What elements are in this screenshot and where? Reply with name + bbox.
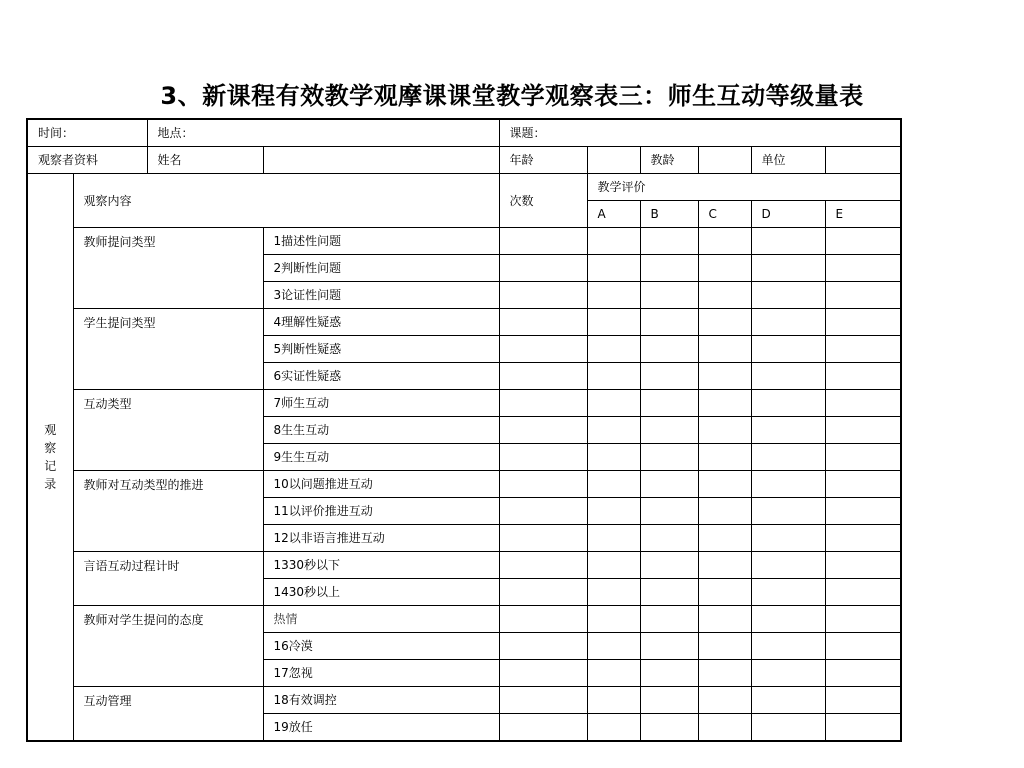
grade-b-cell[interactable] xyxy=(640,255,698,282)
grade-c-cell[interactable] xyxy=(698,714,751,742)
category-label: 教师对学生提问的态度 xyxy=(73,606,263,687)
grade-e-cell[interactable] xyxy=(825,471,901,498)
grade-b-cell[interactable] xyxy=(640,525,698,552)
grade-d-cell[interactable] xyxy=(751,498,825,525)
grade-c-cell[interactable] xyxy=(698,498,751,525)
grade-b-label: B xyxy=(640,201,698,228)
grade-a-cell[interactable] xyxy=(587,498,640,525)
observation-record-label xyxy=(27,174,73,742)
item-label: 9生生互动 xyxy=(263,444,499,471)
grade-e-cell[interactable] xyxy=(825,660,901,687)
grade-a-cell[interactable] xyxy=(587,417,640,444)
observation-row xyxy=(27,471,901,498)
grade-c-cell[interactable] xyxy=(698,579,751,606)
grade-e-cell[interactable] xyxy=(825,228,901,255)
grade-a-cell[interactable] xyxy=(587,255,640,282)
grade-b-cell[interactable] xyxy=(640,552,698,579)
grade-c-cell[interactable] xyxy=(698,336,751,363)
grade-a-cell[interactable] xyxy=(587,579,640,606)
item-label: 热情 xyxy=(263,606,499,633)
grade-c-cell[interactable] xyxy=(698,633,751,660)
grade-e-cell[interactable] xyxy=(825,687,901,714)
item-label: 16冷漠 xyxy=(263,633,499,660)
grade-d-cell[interactable] xyxy=(751,714,825,742)
count-cell[interactable] xyxy=(499,498,587,525)
grade-e-cell[interactable] xyxy=(825,309,901,336)
grade-d-cell[interactable] xyxy=(751,336,825,363)
category-label: 互动类型 xyxy=(73,390,263,471)
grade-d-cell[interactable] xyxy=(751,552,825,579)
item-label: 3论证性问题 xyxy=(263,282,499,309)
grade-a-cell[interactable] xyxy=(587,390,640,417)
grade-d-cell[interactable] xyxy=(751,255,825,282)
grade-d-cell[interactable] xyxy=(751,228,825,255)
grade-d-cell[interactable] xyxy=(751,444,825,471)
grade-d-cell[interactable] xyxy=(751,606,825,633)
item-label: 4理解性疑惑 xyxy=(263,309,499,336)
grade-c-label: C xyxy=(698,201,751,228)
observation-table xyxy=(26,118,902,742)
unit-label: 单位 xyxy=(751,147,825,174)
grade-e-cell[interactable] xyxy=(825,417,901,444)
grade-c-cell[interactable] xyxy=(698,525,751,552)
grade-c-cell[interactable] xyxy=(698,687,751,714)
count-cell[interactable] xyxy=(499,552,587,579)
observation-row xyxy=(27,390,901,417)
grade-e-cell[interactable] xyxy=(825,579,901,606)
item-label: 8生生互动 xyxy=(263,417,499,444)
count-cell[interactable] xyxy=(499,714,587,742)
observation-content-label: 观察内容 xyxy=(73,174,499,228)
item-label: 10以问题推进互动 xyxy=(263,471,499,498)
header-row-2 xyxy=(27,147,901,174)
count-cell[interactable] xyxy=(499,336,587,363)
item-label: 6实证性疑惑 xyxy=(263,363,499,390)
observation-row xyxy=(27,552,901,579)
grade-e-cell[interactable] xyxy=(825,714,901,742)
item-label: 7师生互动 xyxy=(263,390,499,417)
grade-c-cell[interactable] xyxy=(698,255,751,282)
grade-a-cell[interactable] xyxy=(587,687,640,714)
grade-b-cell[interactable] xyxy=(640,660,698,687)
grade-b-cell[interactable] xyxy=(640,471,698,498)
grade-d-cell[interactable] xyxy=(751,471,825,498)
grade-c-cell[interactable] xyxy=(698,390,751,417)
observation-row xyxy=(27,228,901,255)
grade-d-cell[interactable] xyxy=(751,579,825,606)
grade-b-cell[interactable] xyxy=(640,336,698,363)
item-label: 1430秒以上 xyxy=(263,579,499,606)
count-cell[interactable] xyxy=(499,660,587,687)
grade-b-cell[interactable] xyxy=(640,633,698,660)
grade-a-label: A xyxy=(587,201,640,228)
time-label: 时间： xyxy=(27,119,147,147)
teaching-years-label: 教龄 xyxy=(640,147,698,174)
grade-e-cell[interactable] xyxy=(825,444,901,471)
grade-c-cell[interactable] xyxy=(698,309,751,336)
item-label: 17忽视 xyxy=(263,660,499,687)
grade-a-cell[interactable] xyxy=(587,552,640,579)
unit-field[interactable] xyxy=(825,147,901,174)
count-cell[interactable] xyxy=(499,633,587,660)
count-cell[interactable] xyxy=(499,255,587,282)
count-cell[interactable] xyxy=(499,579,587,606)
grade-a-cell[interactable] xyxy=(587,309,640,336)
grade-a-cell[interactable] xyxy=(587,633,640,660)
grade-b-cell[interactable] xyxy=(640,687,698,714)
count-cell[interactable] xyxy=(499,471,587,498)
count-cell[interactable] xyxy=(499,525,587,552)
category-label: 互动管理 xyxy=(73,687,263,742)
observation-row xyxy=(27,687,901,714)
count-cell[interactable] xyxy=(499,282,587,309)
item-label: 11以评价推进互动 xyxy=(263,498,499,525)
grade-d-cell[interactable] xyxy=(751,525,825,552)
item-label: 2判断性问题 xyxy=(263,255,499,282)
teaching-years-field[interactable] xyxy=(698,147,751,174)
grade-e-cell[interactable] xyxy=(825,606,901,633)
grade-b-cell[interactable] xyxy=(640,444,698,471)
name-label: 姓名 xyxy=(147,147,263,174)
grade-a-cell[interactable] xyxy=(587,444,640,471)
item-label: 18有效调控 xyxy=(263,687,499,714)
age-field[interactable] xyxy=(587,147,640,174)
grade-d-cell[interactable] xyxy=(751,417,825,444)
grade-d-cell[interactable] xyxy=(751,282,825,309)
count-cell[interactable] xyxy=(499,687,587,714)
grade-c-cell[interactable] xyxy=(698,228,751,255)
name-field[interactable] xyxy=(263,147,499,174)
grade-c-cell[interactable] xyxy=(698,552,751,579)
grade-c-cell[interactable] xyxy=(698,363,751,390)
count-cell[interactable] xyxy=(499,417,587,444)
header-row-1 xyxy=(27,119,901,147)
item-label: 5判断性疑惑 xyxy=(263,336,499,363)
grade-b-cell[interactable] xyxy=(640,579,698,606)
grade-d-cell[interactable] xyxy=(751,633,825,660)
item-label: 12以非语言推进互动 xyxy=(263,525,499,552)
place-label: 地点： xyxy=(147,119,499,147)
evaluation-label: 教学评价 xyxy=(587,174,901,201)
item-label: 1330秒以下 xyxy=(263,552,499,579)
category-label: 言语互动过程计时 xyxy=(73,552,263,606)
grade-a-cell[interactable] xyxy=(587,336,640,363)
age-label: 年龄 xyxy=(499,147,587,174)
observation-row xyxy=(27,309,901,336)
observation-row xyxy=(27,606,901,633)
grade-c-cell[interactable] xyxy=(698,444,751,471)
count-cell[interactable] xyxy=(499,309,587,336)
grade-e-cell[interactable] xyxy=(825,255,901,282)
count-label: 次数 xyxy=(499,174,587,228)
observer-label: 观察者资料 xyxy=(27,147,147,174)
grade-a-cell[interactable] xyxy=(587,471,640,498)
grade-a-cell[interactable] xyxy=(587,660,640,687)
category-label: 教师提问类型 xyxy=(73,228,263,309)
grade-d-cell[interactable] xyxy=(751,660,825,687)
observation-record-text: 观察记录 xyxy=(44,423,57,491)
grade-e-cell[interactable] xyxy=(825,552,901,579)
grade-c-cell[interactable] xyxy=(698,606,751,633)
grade-c-cell[interactable] xyxy=(698,471,751,498)
category-label: 教师对互动类型的推进 xyxy=(73,471,263,552)
grade-a-cell[interactable] xyxy=(587,282,640,309)
grade-d-label: D xyxy=(751,201,825,228)
grade-e-cell[interactable] xyxy=(825,633,901,660)
grade-c-cell[interactable] xyxy=(698,282,751,309)
count-cell[interactable] xyxy=(499,606,587,633)
grade-b-cell[interactable] xyxy=(640,714,698,742)
grade-a-cell[interactable] xyxy=(587,714,640,742)
grade-d-cell[interactable] xyxy=(751,363,825,390)
grade-c-cell[interactable] xyxy=(698,417,751,444)
grade-e-cell[interactable] xyxy=(825,282,901,309)
grade-b-cell[interactable] xyxy=(640,390,698,417)
grade-e-cell[interactable] xyxy=(825,363,901,390)
grade-b-cell[interactable] xyxy=(640,309,698,336)
grade-b-cell[interactable] xyxy=(640,363,698,390)
grade-e-label: E xyxy=(825,201,901,228)
grade-d-cell[interactable] xyxy=(751,390,825,417)
grade-c-cell[interactable] xyxy=(698,660,751,687)
grade-a-cell[interactable] xyxy=(587,363,640,390)
grade-a-cell[interactable] xyxy=(587,525,640,552)
grade-a-cell[interactable] xyxy=(587,228,640,255)
count-cell[interactable] xyxy=(499,363,587,390)
count-cell[interactable] xyxy=(499,390,587,417)
grade-d-cell[interactable] xyxy=(751,687,825,714)
grade-b-cell[interactable] xyxy=(640,228,698,255)
count-cell[interactable] xyxy=(499,444,587,471)
grade-e-cell[interactable] xyxy=(825,390,901,417)
grade-b-cell[interactable] xyxy=(640,606,698,633)
item-label: 1描述性问题 xyxy=(263,228,499,255)
column-header-row-1 xyxy=(27,174,901,201)
category-label: 学生提问类型 xyxy=(73,309,263,390)
page-title: 3、新课程有效教学观摩课课堂教学观察表三：师生互动等级量表 xyxy=(160,82,864,110)
topic-label: 课题： xyxy=(499,119,901,147)
grade-e-cell[interactable] xyxy=(825,336,901,363)
count-cell[interactable] xyxy=(499,228,587,255)
grade-d-cell[interactable] xyxy=(751,309,825,336)
grade-a-cell[interactable] xyxy=(587,606,640,633)
grade-b-cell[interactable] xyxy=(640,498,698,525)
item-label: 19放任 xyxy=(263,714,499,742)
grade-b-cell[interactable] xyxy=(640,282,698,309)
grade-b-cell[interactable] xyxy=(640,417,698,444)
grade-e-cell[interactable] xyxy=(825,498,901,525)
grade-e-cell[interactable] xyxy=(825,525,901,552)
